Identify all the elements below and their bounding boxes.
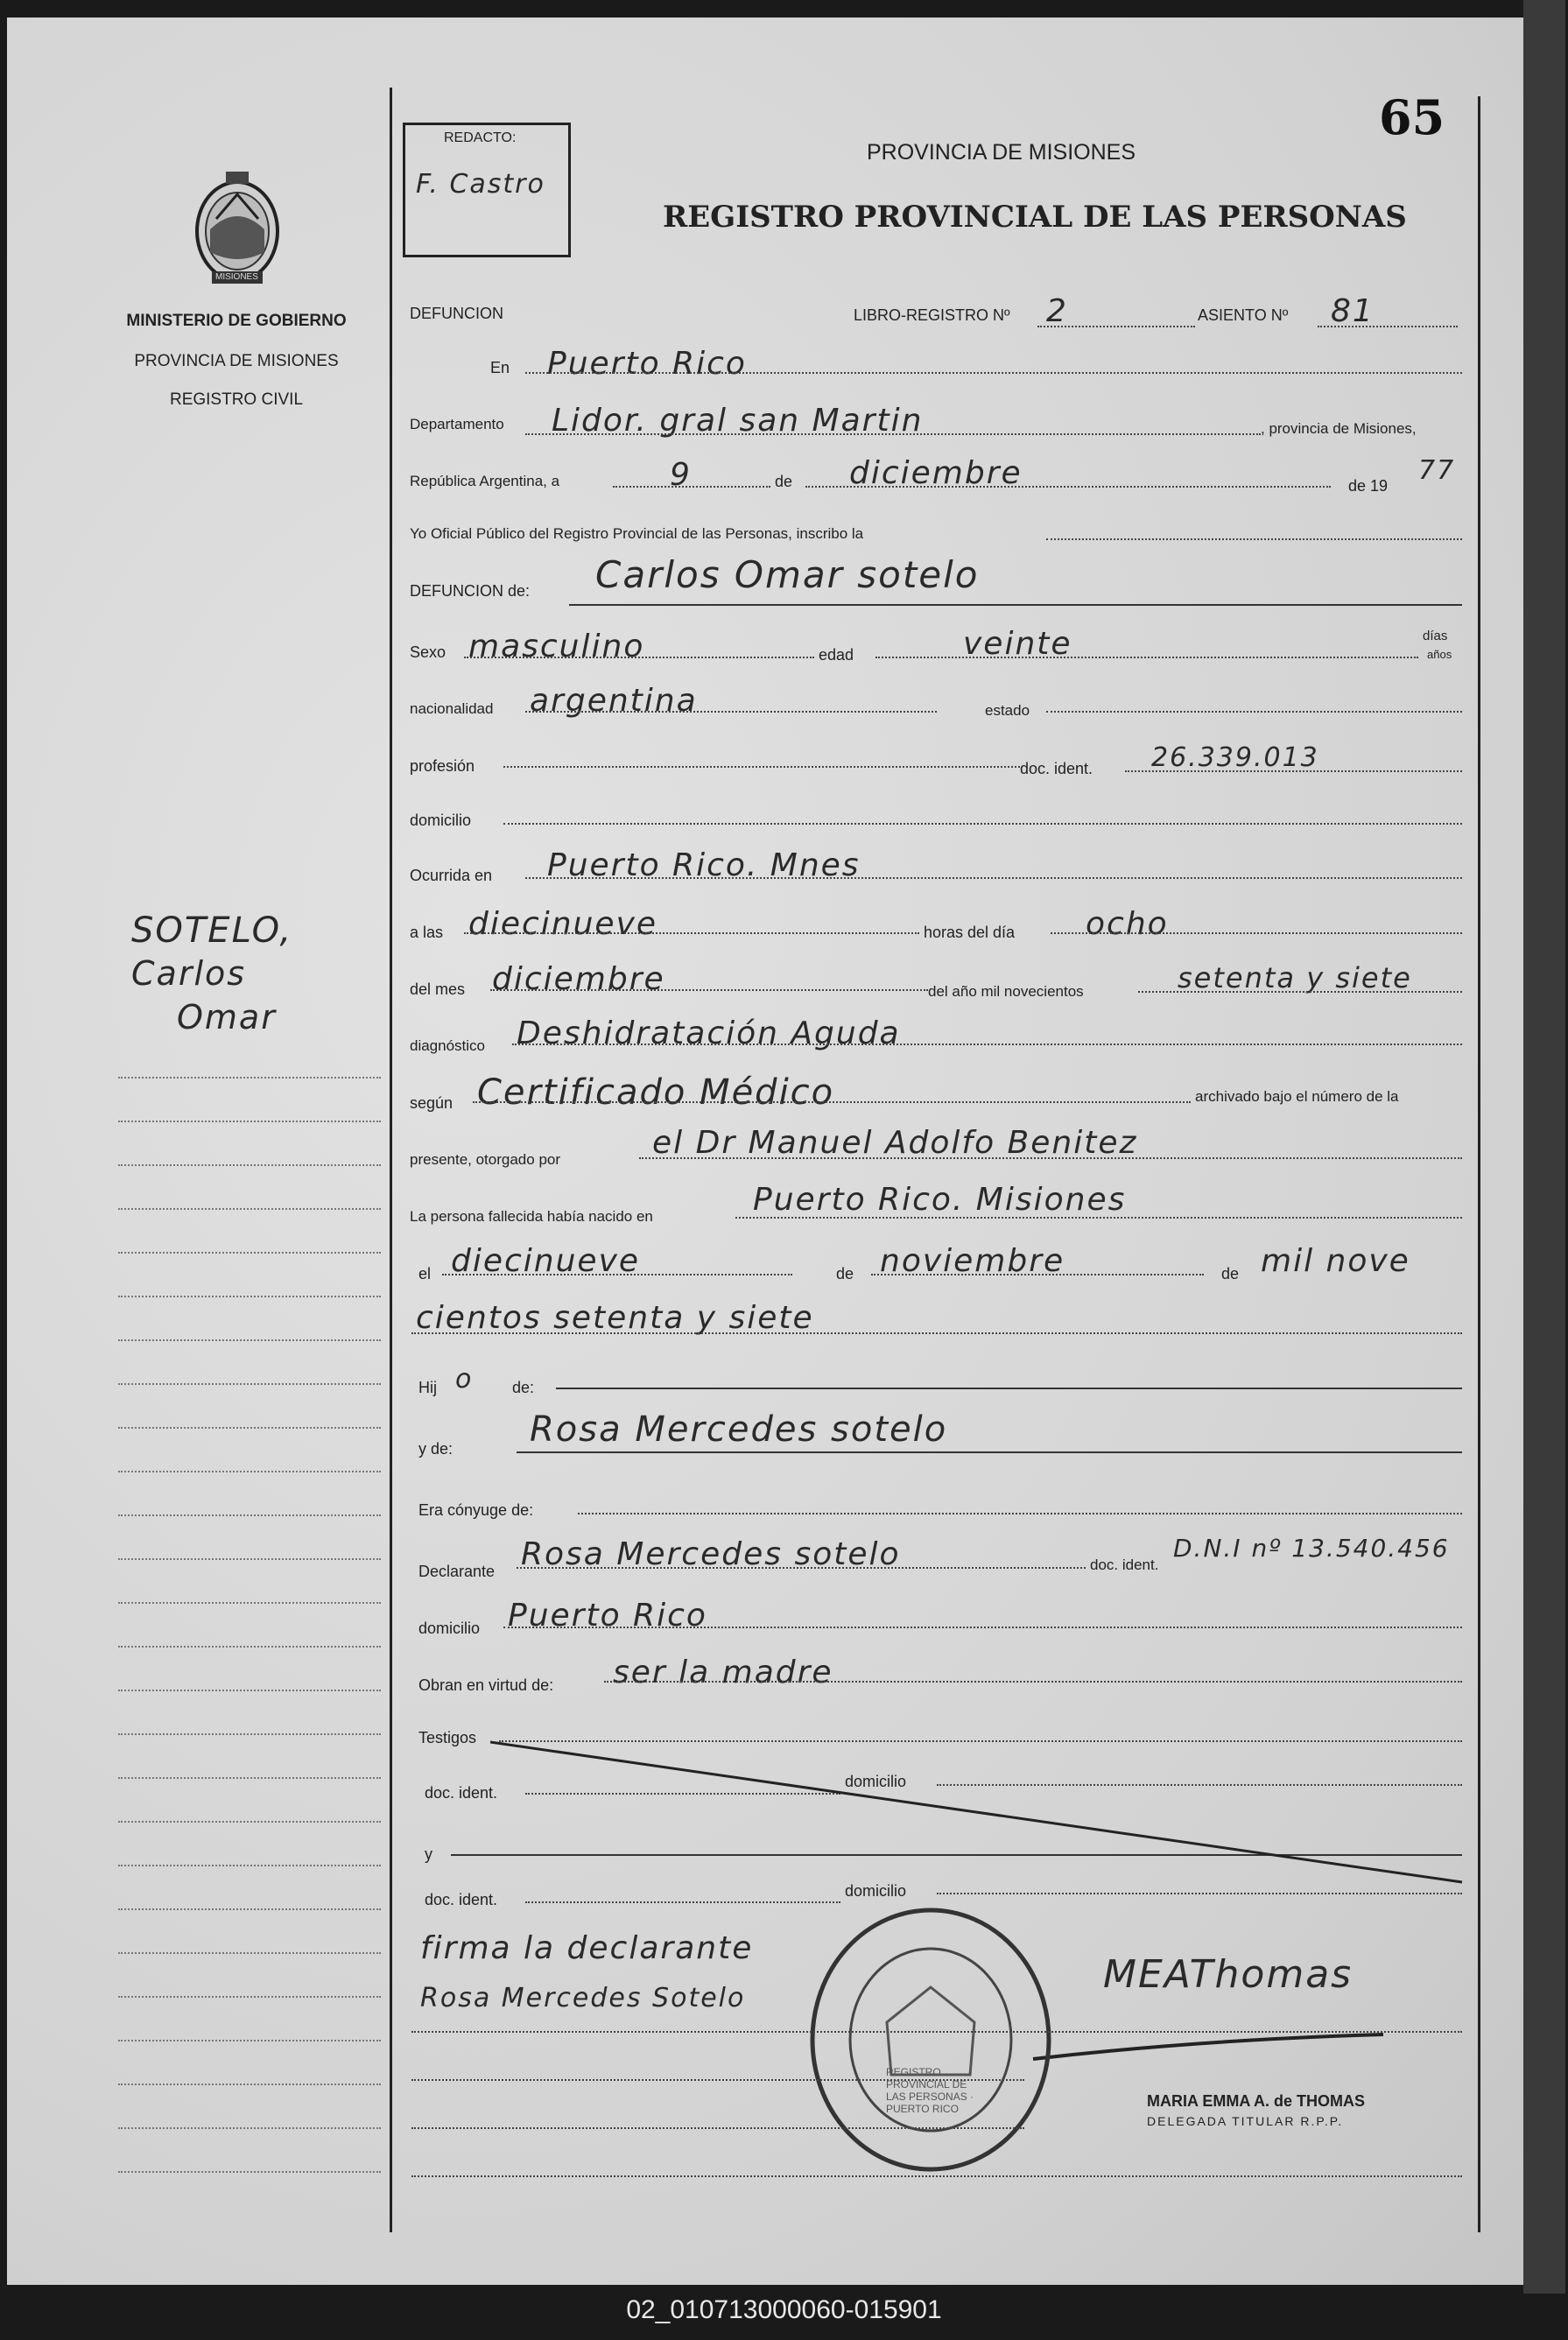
nac-de2-label: de <box>1221 1265 1240 1282</box>
t2-dom-label: domicilio <box>845 1882 907 1900</box>
horas-del-dia-label: horas del día <box>924 924 1016 941</box>
profesion-line <box>503 766 1020 768</box>
redacto-label: REDACTO: <box>444 130 517 145</box>
testigos-label: Testigos <box>418 1729 477 1746</box>
departamento-value: Lidor. gral san Martin <box>552 403 924 439</box>
signature-area-line <box>411 2031 1462 2033</box>
t2-dom-line <box>937 1893 1462 1894</box>
en-line <box>525 372 1462 374</box>
margin-line <box>118 1602 381 1604</box>
province-title: PROVINCIA DE MISIONES <box>867 140 1136 165</box>
declarante-label: Declarante <box>418 1563 496 1580</box>
decl-domicilio-line <box>503 1627 1462 1628</box>
margin-line <box>118 1339 381 1341</box>
provincia-suffix: , provincia de Misiones, <box>1261 420 1417 437</box>
yo-oficial-text: Yo Oficial Público del Registro Provincial de las Personas, inscribo la <box>410 525 864 542</box>
sexo-line <box>464 657 814 658</box>
testigos-strike-line <box>490 1738 1471 1887</box>
nac-de-label: de <box>836 1265 854 1282</box>
horas-line <box>464 932 919 934</box>
obran-value: ser la madre <box>613 1655 833 1690</box>
dia-muerte-line <box>1051 932 1462 934</box>
margin-line <box>118 2040 381 2041</box>
segun-label: según <box>410 1094 454 1112</box>
signature-area-line <box>411 2175 1462 2177</box>
margin-line <box>118 1865 381 1866</box>
archivado-label: archivado bajo el número de la <box>1195 1088 1399 1105</box>
margin-line <box>118 1952 381 1954</box>
nacionalidad-label: nacionalidad <box>410 700 494 717</box>
declarante-signature: Rosa Mercedes Sotelo <box>420 1983 746 2013</box>
departamento-line <box>525 433 1261 435</box>
defuncion-de-value: Carlos Omar sotelo <box>595 553 980 596</box>
del-anio-label: del año mil novecientos <box>928 983 1084 1000</box>
nacionalidad-value: argentina <box>530 683 698 719</box>
margin-line <box>118 1208 381 1210</box>
margin-middle-name: Omar <box>177 998 277 1036</box>
dia-muerte-value: ocho <box>1086 906 1169 942</box>
declarante-value: Rosa Mercedes sotelo <box>521 1536 901 1572</box>
oficial-signature: MEAThomas <box>1103 1952 1354 1997</box>
edad-line <box>875 657 1418 658</box>
departamento-label: Departamento <box>410 416 504 432</box>
defuncion-de-label: DEFUNCION de: <box>410 582 531 600</box>
mes-line <box>805 486 1331 488</box>
declarante-line <box>517 1567 1086 1569</box>
asiento-label: ASIENTO Nº <box>1198 306 1289 324</box>
mes-value: diciembre <box>849 455 1023 491</box>
hijo-suffix: o <box>455 1364 474 1395</box>
decl-doc-value: D.N.I nº 13.540.456 <box>1173 1534 1450 1563</box>
folio-number: 65 <box>1379 89 1445 145</box>
edad-unit-years: años <box>1427 648 1452 661</box>
obran-line <box>604 1681 1462 1683</box>
margin-line <box>118 1383 381 1385</box>
presente-line <box>639 1157 1462 1159</box>
margin-line <box>118 1164 381 1166</box>
diagnostico-line <box>512 1044 1462 1045</box>
redacto-signature: F. Castro <box>416 169 545 200</box>
edad-label: edad <box>819 646 854 664</box>
del-mes-label: del mes <box>410 980 466 998</box>
doc-ident-line <box>1125 770 1462 772</box>
margin-line <box>118 1077 381 1079</box>
right-frame-line <box>1478 96 1480 2232</box>
nac-anio-value-2: cientos setenta y siete <box>416 1300 814 1336</box>
signature-area-line <box>411 2079 1024 2081</box>
defuncion-section-label: DEFUNCION <box>410 305 503 322</box>
conyuge-label: Era cónyuge de: <box>418 1501 534 1519</box>
defuncion-de-line <box>569 604 1462 606</box>
diagnostico-value: Deshidratación Aguda <box>517 1015 901 1051</box>
nac-anio-value-1: mil nove <box>1261 1243 1410 1279</box>
domicilio-line <box>503 823 1462 825</box>
nac-dia-value: diecinueve <box>451 1243 641 1279</box>
mes-muerte-value: diciembre <box>492 961 665 997</box>
oficial-title: DELEGADA TITULAR R.P.P. <box>1147 2114 1344 2128</box>
margin-line <box>118 1558 381 1560</box>
margin-line <box>118 1996 381 1998</box>
de-label: de <box>775 473 793 490</box>
a-las-label: a las <box>410 924 444 941</box>
edad-value: veinte <box>963 626 1072 662</box>
nac-dia-line <box>442 1274 792 1275</box>
binding-edge <box>1523 0 1565 2294</box>
nacionalidad-line <box>525 711 937 713</box>
y-de-label: y de: <box>418 1440 454 1458</box>
profesion-label: profesión <box>410 757 475 775</box>
t1-dom-label: domicilio <box>845 1773 907 1790</box>
margin-line <box>118 1690 381 1691</box>
t2-doc-line <box>525 1901 840 1903</box>
dia-value: 9 <box>670 457 692 493</box>
margin-line <box>118 1777 381 1779</box>
margin-line <box>118 1296 381 1297</box>
nac-anio-line <box>411 1332 1462 1334</box>
civil-registry-subtitle: REGISTRO CIVIL <box>169 390 304 409</box>
margin-line <box>118 1121 381 1122</box>
oficial-name: MARIA EMMA A. de THOMAS <box>1147 2092 1365 2110</box>
margin-line <box>118 1514 381 1516</box>
margin-divider-line <box>390 88 392 2232</box>
sexo-value: masculino <box>468 629 645 664</box>
ocurrida-label: Ocurrida en <box>410 867 493 884</box>
margin-line <box>118 1471 381 1472</box>
madre-line <box>517 1451 1462 1453</box>
libro-label: LIBRO-REGISTRO Nº <box>854 306 1010 324</box>
margin-line <box>118 1908 381 1910</box>
margin-line <box>118 1733 381 1735</box>
horas-value: diecinueve <box>468 906 658 942</box>
margin-surname: SOTELO, <box>131 910 293 951</box>
republica-label: República Argentina, a <box>410 473 560 489</box>
diagnostico-label: diagnóstico <box>410 1037 486 1054</box>
margin-line <box>118 1821 381 1823</box>
t2-doc-label: doc. ident. <box>425 1891 498 1908</box>
anio-value: 77 <box>1418 455 1456 486</box>
sexo-label: Sexo <box>410 643 446 661</box>
decl-domicilio-label: domicilio <box>418 1620 481 1637</box>
libro-value: 2 <box>1046 293 1068 329</box>
t1-doc-label: doc. ident. <box>425 1784 498 1802</box>
conyuge-line <box>578 1513 1462 1514</box>
redacto-box <box>403 123 571 257</box>
edad-unit-days: días <box>1423 629 1448 643</box>
signature-area-line <box>411 2127 1024 2129</box>
margin-line <box>118 2127 381 2129</box>
document-footer-id: 02_010713000060-015901 <box>626 2295 942 2324</box>
mes-muerte-line <box>490 989 928 991</box>
seal-text: REGISTRO PROVINCIAL DE LAS PERSONAS · PUERTO RICO <box>886 2066 974 2115</box>
obran-label: Obran en virtud de: <box>418 1676 554 1694</box>
crest-label: MISIONES <box>215 272 258 282</box>
el-label: el <box>418 1265 432 1282</box>
yo-oficial-line <box>1046 538 1462 540</box>
presente-label: presente, otorgado por <box>410 1151 561 1168</box>
ocurrida-value: Puerto Rico. Mnes <box>547 847 861 883</box>
estado-label: estado <box>985 702 1030 719</box>
margin-first-name: Carlos <box>131 954 247 993</box>
madre-value: Rosa Mercedes sotelo <box>530 1409 948 1450</box>
padre-line <box>556 1388 1462 1389</box>
ocurrida-line <box>525 877 1462 879</box>
en-label: En <box>490 359 510 376</box>
nac-mes-line <box>871 1274 1204 1275</box>
doc-ident-value: 26.339.013 <box>1151 742 1319 773</box>
provincial-crest-icon <box>186 168 289 289</box>
decl-doc-label: doc. ident. <box>1090 1556 1159 1573</box>
nacido-value: Puerto Rico. Misiones <box>753 1182 1127 1218</box>
oficial-signature-stroke <box>1024 2005 1392 2075</box>
registry-title: REGISTRO PROVINCIAL DE LAS PERSONAS <box>663 200 1407 235</box>
hijo-label: Hij <box>418 1379 437 1396</box>
anio-muerte-value: setenta y siete <box>1178 961 1412 994</box>
ministry-title: MINISTERIO DE GOBIERNO <box>126 312 347 330</box>
nac-mes-value: noviembre <box>880 1243 1065 1279</box>
y-label: y <box>425 1845 432 1863</box>
segun-value: Certificado Médico <box>477 1072 835 1113</box>
de-19-label: de 19 <box>1348 477 1389 495</box>
province-subtitle: PROVINCIA DE MISIONES <box>134 352 339 370</box>
asiento-value: 81 <box>1331 293 1375 329</box>
margin-line <box>118 1252 381 1254</box>
nacido-label: La persona fallecida había nacido en <box>410 1208 653 1225</box>
libro-line <box>1037 326 1195 327</box>
asiento-line <box>1318 326 1458 327</box>
margin-line <box>118 1646 381 1648</box>
estado-line <box>1046 711 1462 713</box>
hijo-de-label: de: <box>512 1379 535 1396</box>
margin-line <box>118 1427 381 1429</box>
dia-line <box>613 486 770 488</box>
margin-line <box>118 2084 381 2085</box>
doc-ident-label: doc. ident. <box>1020 760 1093 777</box>
firma-note: firma la declarante <box>420 1930 754 1966</box>
official-seal-icon <box>804 1900 1058 2180</box>
domicilio-label: domicilio <box>410 812 472 829</box>
nacido-line <box>735 1217 1462 1219</box>
en-value: Puerto Rico <box>547 346 747 382</box>
margin-line <box>118 2171 381 2173</box>
anio-muerte-line <box>1138 991 1462 993</box>
segun-line <box>473 1101 1191 1103</box>
decl-domicilio-value: Puerto Rico <box>508 1598 707 1634</box>
presente-value: el Dr Manuel Adolfo Benitez <box>652 1125 1138 1161</box>
